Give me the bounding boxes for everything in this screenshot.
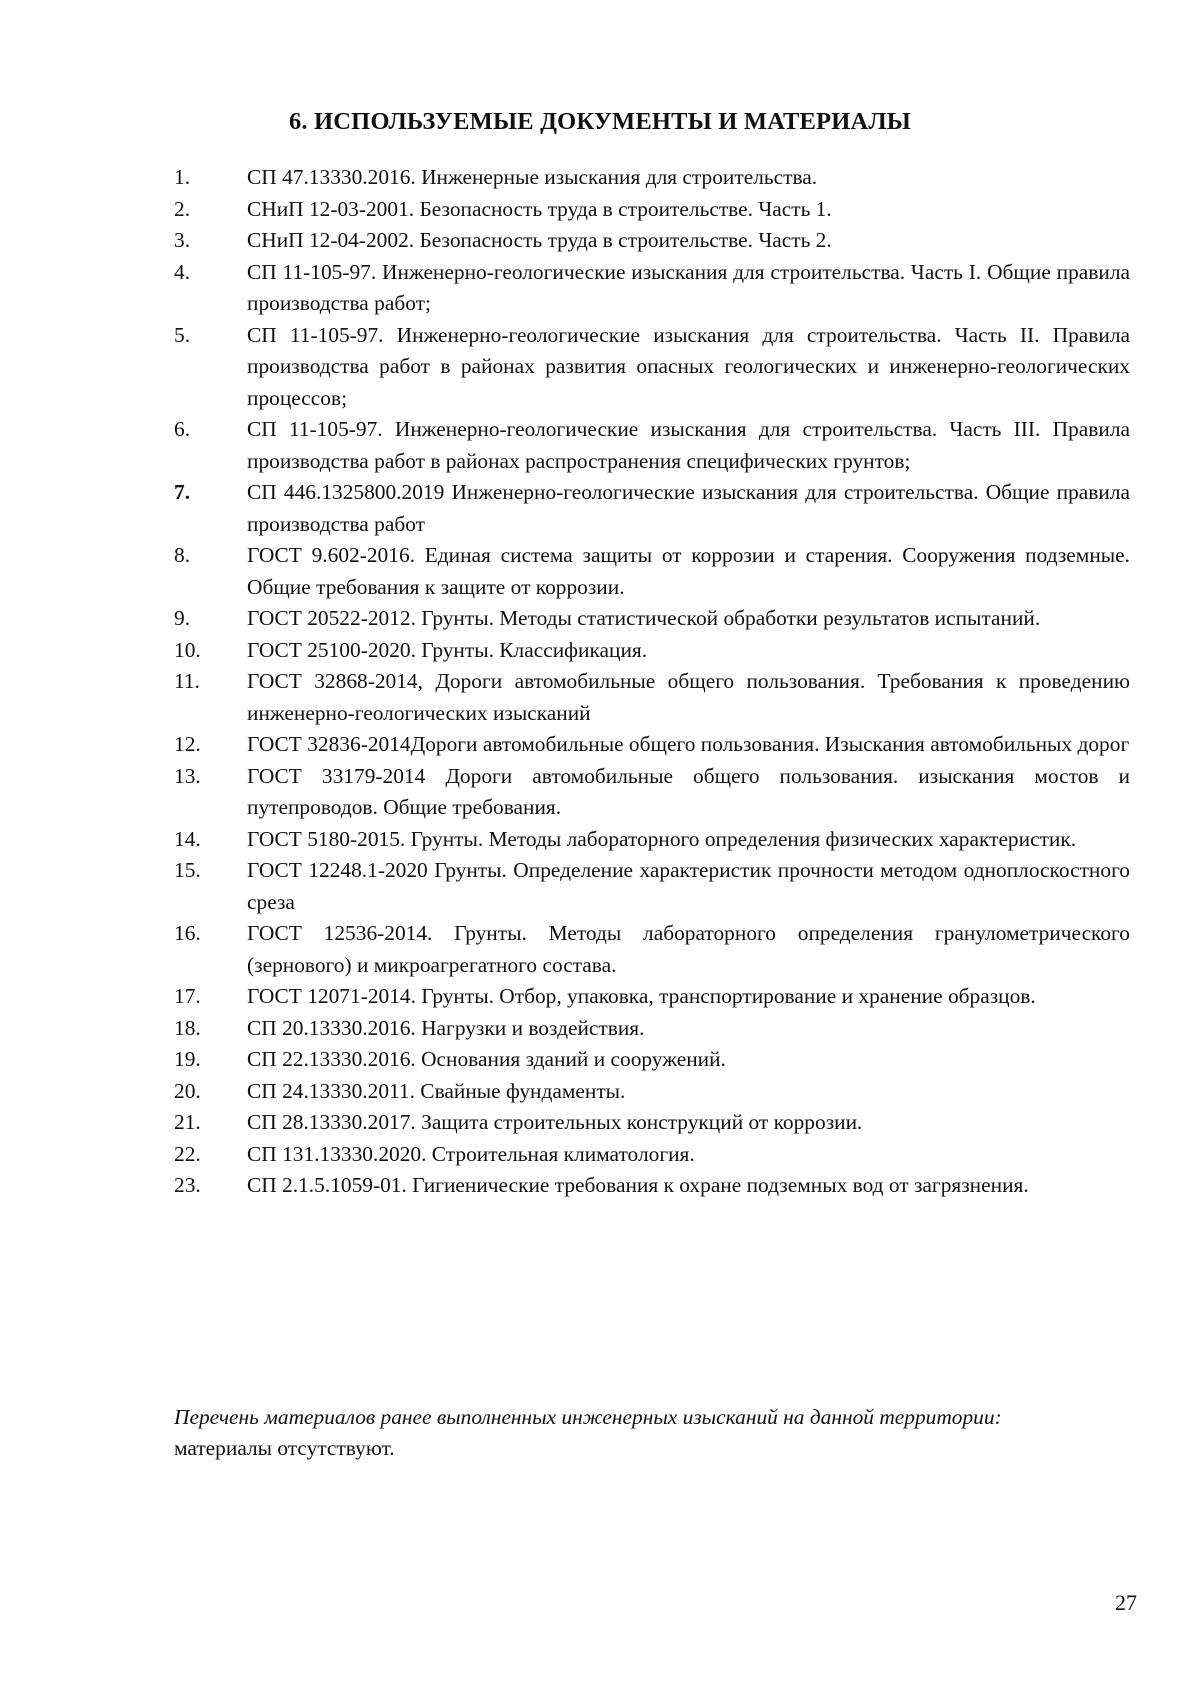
list-item-number: 11. — [174, 669, 200, 693]
list-item-text: СП 2.1.5.1059-01. Гигиенические требования к охране подземных вод от загрязнения. — [247, 1173, 1029, 1197]
list-item-text: СНиП 12-04-2002. Безопасность труда в строительстве. Часть 2. — [247, 228, 832, 252]
list-item-number: 17. — [174, 984, 201, 1008]
list-item-text: СП 131.13330.2020. Строительная климатология. — [247, 1141, 695, 1166]
list-item-number: 1. — [174, 165, 191, 189]
list-item — [174, 540, 1130, 603]
list-item-number: 20. — [174, 1078, 201, 1103]
list-item — [174, 1044, 1130, 1076]
list-item — [174, 666, 1130, 729]
list-item — [174, 1170, 1130, 1202]
list-item — [174, 729, 1130, 761]
list-item — [174, 824, 1130, 856]
list-item-number: 13. — [174, 763, 201, 788]
list-item-text: СП 24.13330.2011. Свайные фундаменты. — [247, 1078, 626, 1103]
list-item — [174, 761, 1130, 824]
list-item — [174, 918, 1130, 981]
documents-list — [174, 162, 1130, 1202]
list-item-number: 12. — [174, 732, 201, 756]
list-item — [174, 414, 1130, 477]
list-item-number: 22. — [174, 1141, 201, 1166]
list-item-text: СП 20.13330.2016. Нагрузки и воздействия. — [247, 1015, 645, 1040]
list-item-text: СНиП 12-03-2001. Безопасность труда в строительстве. Часть 1. — [247, 196, 832, 221]
list-item-text: ГОСТ 12071-2014. Грунты. Отбор, упаковка, транспортирование и хранение образцов. — [247, 984, 1036, 1008]
list-item-number: 15. — [174, 858, 201, 882]
list-item-number: 8. — [174, 543, 191, 567]
list-item — [174, 320, 1130, 415]
list-item-number: 3. — [174, 228, 191, 252]
list-item-text: ГОСТ 20522-2012. Грунты. Методы статистической обработки результатов испытаний. — [247, 606, 1041, 630]
list-item — [174, 477, 1130, 540]
list-item — [174, 1107, 1130, 1139]
list-item-text: ГОСТ 5180-2015. Грунты. Методы лабораторного определения физических характеристик. — [247, 826, 1077, 851]
list-item-number: 16. — [174, 921, 201, 945]
list-item-text: ГОСТ 12536-2014. Грунты. Методы лабораторного определения гранулометрического (зернового) и микроагрегатного состава. — [247, 921, 1130, 977]
list-item-text: ГОСТ 33179-2014 Дороги автомобильные общего пользования. изыскания мостов и путепроводов. Общие требования. — [247, 763, 1130, 819]
list-item-text: СП 446.1325800.2019 Инженерно-геологические изыскания для строительства. Общие правила производства работ — [247, 480, 1130, 536]
list-item-text: СП 22.13330.2016. Основания зданий и сооружений. — [247, 1047, 726, 1071]
list-item — [174, 194, 1130, 226]
list-item — [174, 162, 1130, 194]
list-item-number: 6. — [174, 417, 191, 441]
list-item-number: 5. — [174, 322, 191, 347]
list-item-number: 23. — [174, 1173, 201, 1197]
prior-materials-label: Перечень материалов ранее выполненных инженерных изысканий на данной территории: — [174, 1405, 1002, 1429]
list-item-number: 9. — [174, 606, 191, 630]
prior-materials-value: материалы отсутствуют. — [174, 1436, 395, 1460]
list-item-number: 21. — [174, 1110, 201, 1134]
list-item-text: СП 28.13330.2017. Защита строительных конструкций от коррозии. — [247, 1110, 863, 1134]
list-item — [174, 225, 1130, 257]
list-item-text: СП 47.13330.2016. Инженерные изыскания для строительства. — [247, 165, 818, 189]
list-item-number: 18. — [174, 1015, 201, 1040]
list-item — [174, 635, 1130, 667]
list-item-text: СП 11-105-97. Инженерно-геологические изыскания для строительства. Часть III. Правила производства работ в районах распространения специфических грунтов; — [247, 417, 1130, 473]
list-item-text: СП 11-105-97. Инженерно-геологические изыскания для строительства. Часть II. Правила производства работ в районах развития опасных геологических и инженерно-геологических процессов; — [247, 322, 1130, 410]
list-item-number: 4. — [174, 259, 191, 284]
list-item-text: ГОСТ 25100-2020. Грунты. Классификация. — [247, 637, 648, 662]
list-item-text: ГОСТ 32836-2014Дороги автомобильные общего пользования. Изыскания автомобильных дорог — [247, 732, 1130, 756]
list-item — [174, 603, 1130, 635]
list-item-number: 7. — [174, 480, 191, 504]
list-item — [174, 1013, 1130, 1045]
list-item-text: ГОСТ 9.602-2016. Единая система защиты от коррозии и старения. Сооружения подземные. Общие требования к защите от коррозии. — [247, 543, 1130, 599]
list-item-text: ГОСТ 12248.1-2020 Грунты. Определение характеристик прочности методом одноплоскостного среза — [247, 858, 1130, 914]
list-item-text: СП 11-105-97. Инженерно-геологические изыскания для строительства. Часть I. Общие правила производства работ; — [247, 259, 1130, 315]
list-item-number: 10. — [174, 637, 201, 662]
list-item — [174, 981, 1130, 1013]
list-item-number: 14. — [174, 826, 201, 851]
list-item-number: 2. — [174, 196, 191, 221]
list-item — [174, 1139, 1130, 1171]
section-title: 6. ИСПОЛЬЗУЕМЫЕ ДОКУМЕНТЫ И МАТЕРИАЛЫ — [288, 108, 912, 135]
list-item — [174, 1076, 1130, 1108]
list-item — [174, 257, 1130, 320]
page-number: 27 — [1115, 1590, 1137, 1615]
list-item-number: 19. — [174, 1047, 201, 1071]
list-item-text: ГОСТ 32868-2014, Дороги автомобильные общего пользования. Требования к проведению инженерно-геологических изысканий — [247, 669, 1130, 725]
list-item — [174, 855, 1130, 918]
